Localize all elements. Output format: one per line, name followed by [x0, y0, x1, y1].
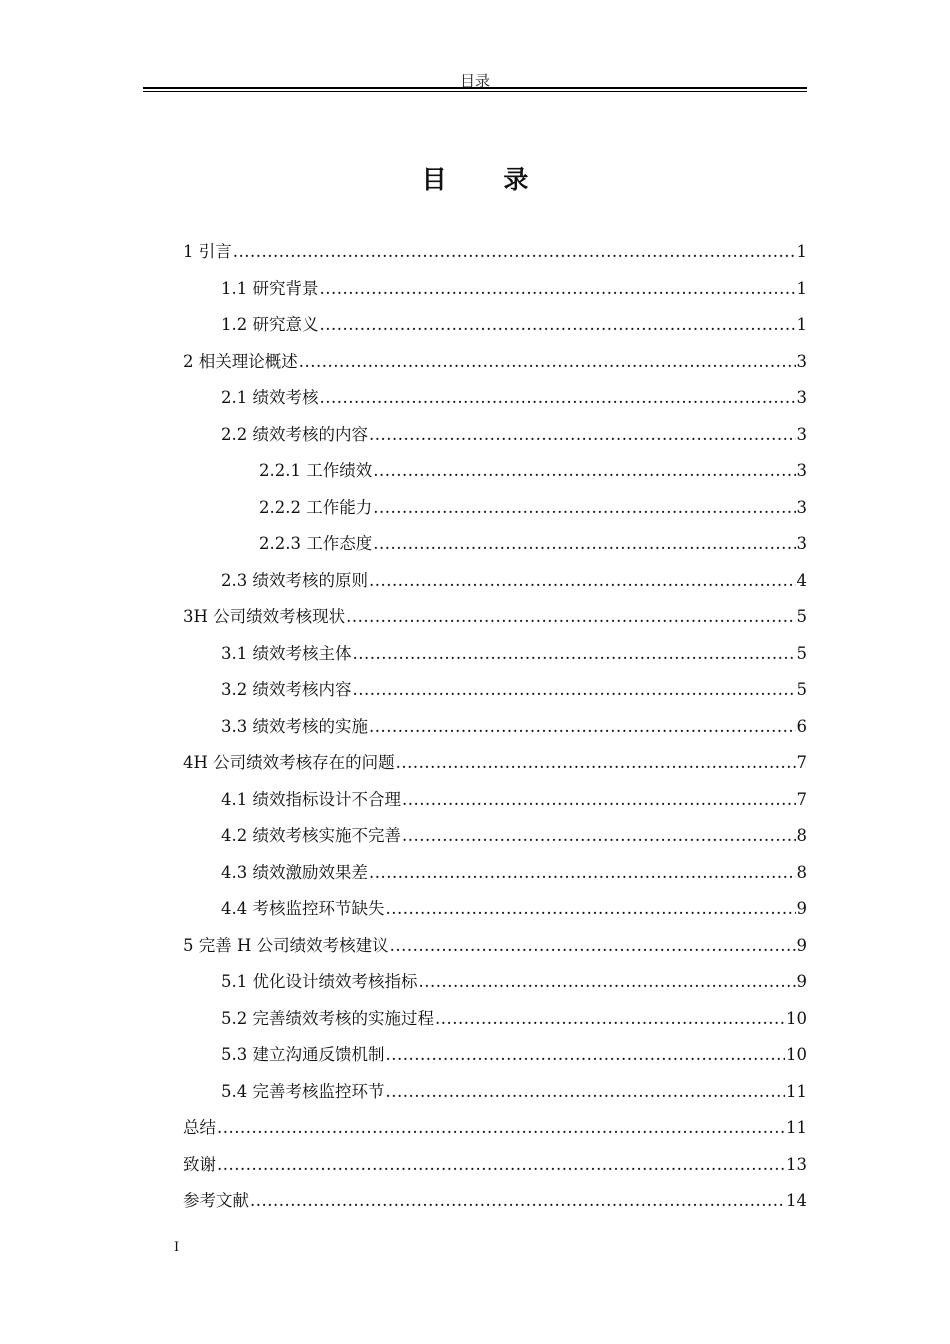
toc-entry[interactable] [183, 453, 807, 490]
toc-dot-leader [233, 234, 796, 271]
toc-dot-leader [320, 380, 796, 417]
table-of-contents [183, 234, 807, 1220]
toc-dot-leader [217, 1110, 785, 1147]
footer-page-number: I [174, 1240, 180, 1255]
toc-entry[interactable] [183, 891, 807, 928]
toc-entry-label: 致谢 [183, 1154, 216, 1174]
toc-dot-leader [402, 782, 796, 819]
toc-entry-label: 参考文献 [183, 1191, 249, 1210]
toc-title: 目 录 [421, 165, 553, 194]
toc-entry-label: 2.2.3 工作态度 [259, 534, 373, 553]
toc-entry[interactable] [183, 782, 807, 819]
toc-dot-leader [402, 818, 796, 855]
running-header: 目录 [459, 72, 490, 90]
toc-entry-label: 2 相关理论概述 [183, 351, 298, 371]
toc-dot-leader [369, 417, 796, 454]
toc-dot-leader [369, 855, 796, 892]
toc-entry-page: 4 [796, 570, 807, 590]
toc-entry-page: 1 [796, 315, 807, 334]
toc-dot-leader [419, 964, 796, 1001]
toc-entry-page: 5 [796, 680, 807, 699]
toc-entry-label: 5.3 建立沟通反馈机制 [221, 1045, 385, 1064]
toc-entry[interactable] [183, 1110, 807, 1147]
toc-dot-leader [396, 745, 796, 782]
toc-entry-label: 2.2.2 工作能力 [259, 497, 373, 517]
toc-entry-page: 3 [796, 424, 807, 444]
toc-entry-label: 4.1 绩效指标设计不合理 [221, 789, 401, 809]
toc-entry[interactable] [183, 672, 807, 709]
toc-entry[interactable] [183, 1001, 807, 1038]
toc-entry-label: 2.3 绩效考核的原则 [221, 570, 368, 590]
toc-dot-leader [369, 563, 796, 600]
toc-entry[interactable] [183, 526, 807, 563]
toc-entry[interactable] [183, 271, 807, 308]
toc-entry-label: 5.1 优化设计绩效考核指标 [221, 972, 418, 991]
toc-dot-leader [373, 526, 795, 563]
toc-entry[interactable] [183, 234, 807, 271]
toc-entry-label: 1 引言 [183, 242, 232, 261]
toc-entry-page: 9 [796, 935, 807, 955]
toc-entry-label: 3.3 绩效考核的实施 [221, 716, 368, 736]
toc-entry[interactable] [183, 745, 807, 782]
toc-entry[interactable] [183, 964, 807, 1001]
toc-entry-label: 4.3 绩效激励效果差 [221, 862, 368, 882]
toc-entry-page: 7 [796, 789, 807, 809]
toc-entry[interactable] [183, 1183, 807, 1220]
toc-dot-leader [353, 672, 796, 709]
toc-entry-page: 3 [796, 351, 807, 371]
toc-entry-page: 6 [796, 716, 807, 736]
toc-entry-page: 3 [796, 461, 807, 480]
toc-entry-label: 总结 [183, 1118, 216, 1137]
toc-entry-label: 4H 公司绩效考核存在的问题 [183, 753, 395, 772]
toc-entry[interactable] [183, 1037, 807, 1074]
toc-entry[interactable] [183, 344, 807, 381]
toc-dot-leader [346, 599, 795, 636]
toc-entry[interactable] [183, 1074, 807, 1111]
toc-dot-leader [386, 1037, 786, 1074]
toc-entry-label: 4.4 考核监控环节缺失 [221, 899, 385, 918]
toc-entry-page: 5 [796, 607, 807, 626]
toc-dot-leader [369, 709, 796, 746]
toc-entry[interactable] [183, 636, 807, 673]
toc-entry-page: 11 [786, 1118, 807, 1137]
toc-entry-label: 2.2 绩效考核的内容 [221, 424, 368, 444]
toc-entry-page: 14 [786, 1191, 807, 1210]
toc-dot-leader [390, 928, 796, 965]
toc-entry[interactable] [183, 307, 807, 344]
toc-dot-leader [217, 1147, 785, 1184]
toc-entry[interactable] [183, 380, 807, 417]
toc-dot-leader [250, 1183, 785, 1220]
toc-entry-page: 13 [786, 1154, 807, 1174]
toc-dot-leader [386, 1074, 786, 1111]
toc-dot-leader [353, 636, 796, 673]
toc-entry-page: 8 [796, 862, 807, 882]
toc-entry[interactable] [183, 928, 807, 965]
toc-entry[interactable] [183, 599, 807, 636]
toc-entry-page: 8 [796, 826, 807, 845]
toc-entry-label: 3.1 绩效考核主体 [221, 643, 352, 663]
toc-entry-page: 9 [796, 972, 807, 991]
toc-entry-page: 11 [786, 1081, 807, 1101]
toc-dot-leader [299, 344, 796, 381]
toc-entry-page: 7 [796, 753, 807, 772]
toc-entry-label: 3.2 绩效考核内容 [221, 680, 352, 699]
toc-entry-label: 5.2 完善绩效考核的实施过程 [221, 1008, 434, 1028]
toc-entry-page: 1 [796, 278, 807, 298]
toc-entry-label: 4.2 绩效考核实施不完善 [221, 826, 401, 845]
toc-dot-leader [386, 891, 796, 928]
toc-entry[interactable] [183, 855, 807, 892]
header-double-rule [143, 87, 807, 92]
toc-entry[interactable] [183, 417, 807, 454]
toc-entry-page: 1 [796, 242, 807, 261]
toc-dot-leader [373, 490, 795, 527]
toc-entry[interactable] [183, 1147, 807, 1184]
toc-entry-page: 10 [786, 1045, 807, 1064]
toc-entry[interactable] [183, 818, 807, 855]
toc-entry[interactable] [183, 490, 807, 527]
toc-entry[interactable] [183, 709, 807, 746]
toc-entry-page: 10 [786, 1008, 807, 1028]
toc-entry-label: 5.4 完善考核监控环节 [221, 1081, 385, 1101]
toc-entry-label: 1.1 研究背景 [221, 278, 319, 298]
toc-entry-page: 3 [796, 534, 807, 553]
toc-dot-leader [320, 271, 796, 308]
toc-entry-label: 5 完善 H 公司绩效考核建议 [183, 935, 389, 955]
toc-entry-label: 1.2 研究意义 [221, 315, 319, 334]
toc-dot-leader [435, 1001, 785, 1038]
toc-entry-page: 3 [796, 388, 807, 407]
toc-entry[interactable] [183, 563, 807, 600]
toc-entry-label: 2.1 绩效考核 [221, 388, 319, 407]
toc-entry-page: 3 [796, 497, 807, 517]
toc-entry-label: 2.2.1 工作绩效 [259, 461, 373, 480]
toc-entry-page: 5 [796, 643, 807, 663]
toc-entry-page: 9 [796, 899, 807, 918]
toc-dot-leader [320, 307, 796, 344]
toc-dot-leader [373, 453, 795, 490]
toc-entry-label: 3H 公司绩效考核现状 [183, 607, 346, 626]
